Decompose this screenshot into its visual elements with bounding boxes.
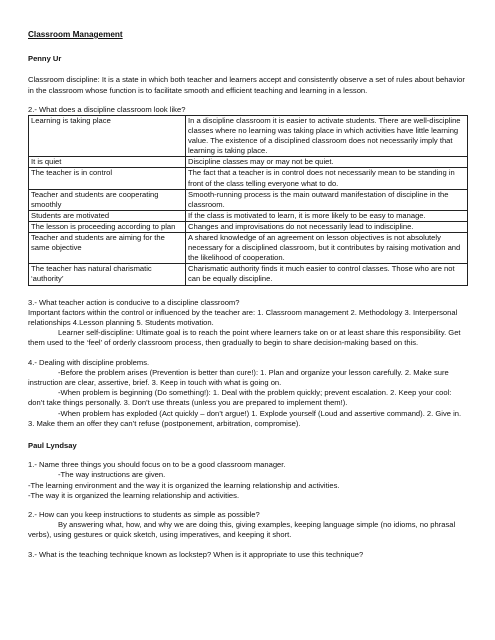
question-4-beginning: -When problem is beginning (Do something!): 1. Deal with the problem quickly; prevent escalation. 2. Keep your cool: don’t take things personally. 3. Don’t use threats (unless you are prepared to implement them!). <box>28 388 452 408</box>
table-row <box>29 116 468 157</box>
question-3-heading: 3.- What teacher action is conducive to a discipline classroom? <box>28 297 240 307</box>
paul-q1-heading: 1.- Name three things you should focus on to be a good classroom manager. <box>28 460 286 470</box>
paul-q2-heading: 2.- How can you keep instructions to students as simple as possible? <box>28 509 260 519</box>
table-cell-comment: Charismatic authority finds it much easier to control classes. Those who are not can be equally discipline. <box>186 264 468 285</box>
table-cell-claim: The teacher has natural charismatic ‘authority’ <box>29 264 186 285</box>
table-row <box>29 264 468 285</box>
document-title: Classroom Management <box>28 30 123 39</box>
table-cell-comment: A shared knowledge of an agreement on lesson objectives is not absolutely necessary for a disciplined classroom, but it contributes by raising motivation and the likelihood of cooperation. <box>186 233 468 264</box>
author-heading: Penny Ur <box>28 54 62 64</box>
author-2-heading: Paul Lyndsay <box>28 440 77 450</box>
table-cell-claim: It is quiet <box>29 157 186 168</box>
paul-q3-heading: 3.- What is the teaching technique known as lockstep? When is it appropriate to use this technique? <box>28 549 364 559</box>
table-cell-comment: Changes and improvisations do not necessarily lead to indiscipline. <box>186 221 468 232</box>
table-row <box>29 221 468 232</box>
question-2-heading: 2.- What does a discipline classroom look like? <box>28 104 186 114</box>
table-cell-comment: If the class is motivated to learn, it is more likely to be easy to manage. <box>186 210 468 221</box>
question-4-before: -Before the problem arises (Prevention is better than cure!): 1. Plan and organize your lesson carefully. 2. Make sure instruction are clear, assertive, brief. 3. Keep in touch with what is going on. <box>28 367 449 387</box>
paul-q1-line3: -The way it is organized the learning relationship and activities. <box>28 490 240 500</box>
table-cell-claim: Students are motivated <box>29 210 186 221</box>
table-cell-claim: The lesson is proceeding according to plan <box>29 221 186 232</box>
paul-q1-line2: -The learning environment and the way it is organized the learning relationship and activities. <box>28 480 340 490</box>
intro-paragraph: Classroom discipline: It is a state in which both teacher and learners accept and consistently observe a set of rules about behavior in the classroom whose function is to facilitate smooth and efficient teaching and learning in a lesson. <box>28 75 465 95</box>
discipline-table <box>28 115 468 286</box>
table-cell-comment: Smooth-running process is the main outward manifestation of discipline in the classroom. <box>186 189 468 210</box>
question-4-exploded: -When problem has exploded (Act quickly – don’t argue!) 1. Explode yourself (Loud and assertive command). 2. Give in. 3. Make them an offer they can’t refuse (postponement, arbitration, compromise). <box>28 408 462 428</box>
paul-q1-line1: -The way instructions are given. <box>58 470 166 480</box>
table-cell-comment: The fact that a teacher is in control does not necessarily mean to be standing in front of the class telling everyone what to do. <box>186 168 468 189</box>
table-cell-claim: Teacher and students are cooperating smoothly <box>29 189 186 210</box>
question-3-learner: Learner self-discipline: Ultimate goal is to reach the point where learners take on or at least share this responsibility. Get them used to the ‘feel’ of orderly classroom process, then gradually to begin to share decision-making based on this. <box>28 328 461 348</box>
table-row <box>29 189 468 210</box>
table-row <box>29 210 468 221</box>
question-3-factors: Important factors within the control or influenced by the teacher are: 1. Classroom management 2. Methodology 3. Interpersonal relationships 4.Lesson planning 5. Students motivation. <box>28 307 458 327</box>
paul-q2-body: By answering what, how, and why we are doing this, giving examples, keeping language simple (no idioms, no phrasal verbs), using gestures or quick sketch, using imperatives, and keeping it short. <box>28 520 456 540</box>
question-4-heading: 4.- Dealing with discipline problems. <box>28 357 150 367</box>
table-row <box>29 233 468 264</box>
table-cell-comment: Discipline classes may or may not be quiet. <box>186 157 468 168</box>
table-row <box>29 168 468 189</box>
table-cell-claim: Teacher and students are aiming for the same objective <box>29 233 186 264</box>
table-row <box>29 157 468 168</box>
table-cell-claim: Learning is taking place <box>29 116 186 157</box>
table-cell-claim: The teacher is in control <box>29 168 186 189</box>
table-cell-comment: In a discipline classroom it is easier to activate students. There are well-discipline classes where no learning was taking place in which activities have little learning value. The existence of a disciplined classroom does not necessarily imply that learning is taking place. <box>186 116 468 157</box>
